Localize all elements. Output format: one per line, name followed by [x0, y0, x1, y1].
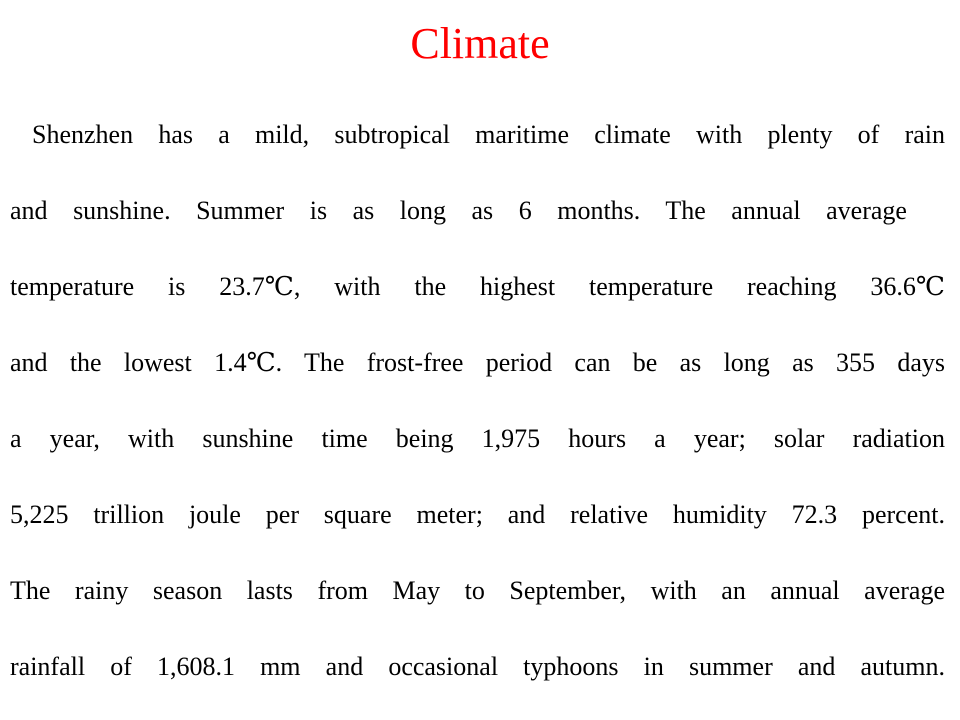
paragraph-line: The rainy season lasts from May to September, with an annual average [10, 576, 945, 605]
paragraph-line: temperature is 23.7℃, with the highest temperature reaching 36.6℃ [10, 272, 945, 301]
body-paragraph [10, 105, 945, 713]
paragraph-line: and the lowest 1.4℃. The frost-free period can be as long as 355 days [10, 348, 945, 377]
slide-title: Climate [410, 19, 550, 68]
paragraph-line: rainfall of 1,608.1 mm and occasional typhoons in summer and autumn. [10, 652, 945, 681]
paragraph-line: a year, with sunshine time being 1,975 hours a year; solar radiation [10, 424, 945, 453]
paragraph-line: Shenzhen has a mild, subtropical maritime climate with plenty of rain [32, 120, 945, 149]
paragraph-line: 5,225 trillion joule per square meter; and relative humidity 72.3 percent. [10, 500, 945, 529]
paragraph-line: and sunshine. Summer is as long as 6 months. The annual average [10, 196, 907, 225]
